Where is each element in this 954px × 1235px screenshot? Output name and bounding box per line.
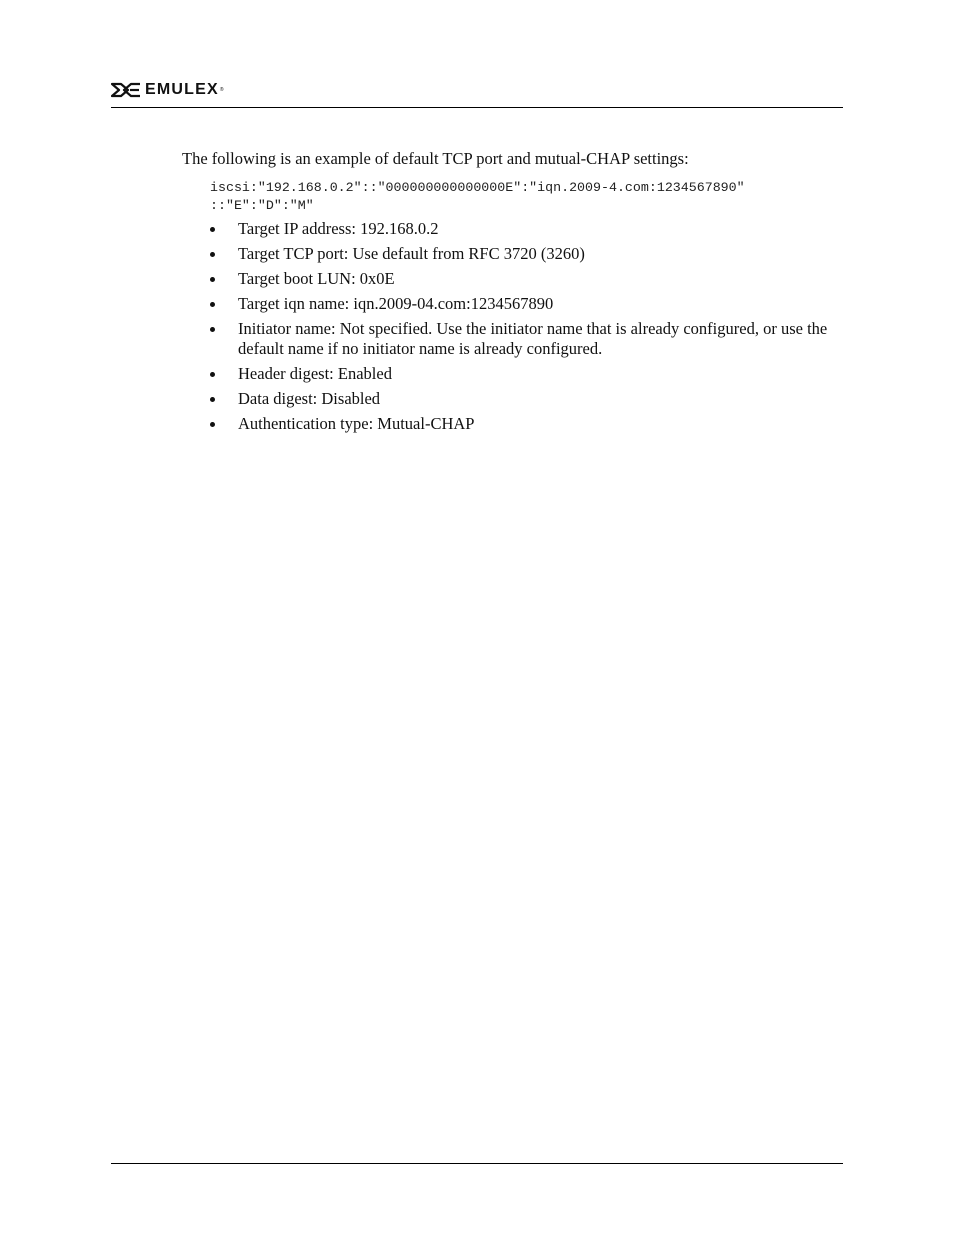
bullet-icon — [210, 397, 215, 402]
list-item — [210, 269, 840, 289]
code-line: iscsi:"192.168.0.2"::"000000000000000E":"iqn.2009-4.com:1234567890" — [210, 180, 745, 195]
list-item — [210, 364, 840, 384]
list-item — [210, 219, 840, 239]
code-line: ::"E":"D":"M" — [210, 198, 314, 213]
list-item-text: Data digest: Disabled — [238, 389, 381, 408]
list-item — [210, 389, 840, 409]
list-item — [210, 414, 840, 434]
bullet-icon — [210, 302, 215, 307]
list-item-text: Target boot LUN: 0x0E — [238, 269, 395, 288]
list-item-text: Target iqn name: iqn.2009-04.com:1234567890 — [238, 294, 554, 313]
bullet-icon — [210, 252, 215, 257]
bullet-icon — [210, 372, 215, 377]
list-item-text: Initiator name: Not specified. Use the initiator name that is already configured, or use the default name if no initiator name is already configured. — [238, 319, 828, 358]
list-item-text: Header digest: Enabled — [238, 364, 392, 383]
list-item — [210, 319, 840, 359]
footer-divider — [111, 1163, 843, 1164]
header-divider — [111, 107, 843, 108]
list-item-text: Target IP address: 192.168.0.2 — [238, 219, 439, 238]
page-header — [111, 80, 843, 108]
bullet-icon — [210, 277, 215, 282]
bullet-icon — [210, 327, 215, 332]
bullet-icon — [210, 227, 215, 232]
list-item-text: Target TCP port: Use default from RFC 3720 (3260) — [238, 244, 585, 263]
list-item — [210, 294, 840, 314]
intro-paragraph: The following is an example of default TCP port and mutual-CHAP settings: — [182, 149, 689, 168]
settings-list — [210, 219, 840, 439]
emulex-logo — [111, 80, 224, 100]
list-item — [210, 244, 840, 264]
list-item-text: Authentication type: Mutual-CHAP — [238, 414, 475, 433]
emulex-logo-mark-icon — [111, 82, 141, 98]
logo-wordmark: EMULEX — [145, 81, 219, 98]
code-example — [210, 179, 745, 215]
bullet-icon — [210, 422, 215, 427]
logo-trademark: ® — [219, 87, 224, 93]
